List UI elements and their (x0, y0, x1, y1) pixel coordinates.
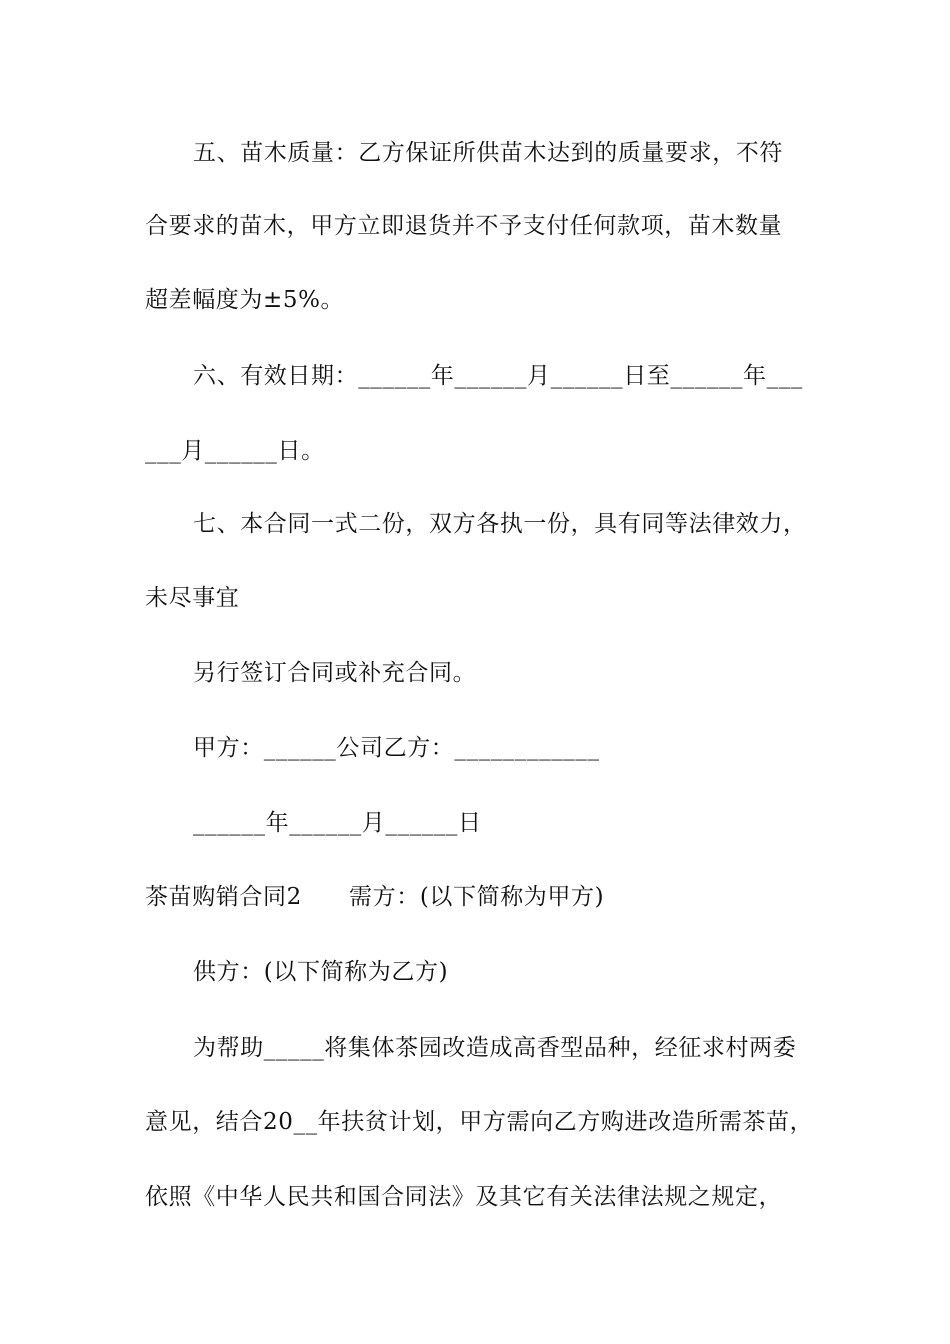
signature-parties: 甲方：______公司乙方：____________ (193, 735, 600, 761)
signature-date: ______年______月______日 (193, 810, 482, 836)
clause-6-line-2: ___月______日。 (145, 438, 325, 464)
clause-6-line-1: 六、有效日期：______年______月______日至______年___ (193, 363, 803, 389)
clause-5-line-3: 超差幅度为±5%。 (145, 287, 345, 313)
supplier-line: 供方：(以下简称为乙方) (193, 959, 449, 985)
clause-5-line-1: 五、苗木质量：乙方保证所供苗木达到的质量要求，不符 (193, 140, 783, 166)
clause-7-line-2: 未尽事宜 (145, 585, 240, 611)
clause-7-line-3: 另行签订合同或补充合同。 (193, 660, 477, 686)
contract-2-heading: 茶苗购销合同2 需方：(以下简称为甲方) (145, 884, 605, 910)
intro-line-2: 意见，结合20__年扶贫计划，甲方需向乙方购进改造所需茶苗， (145, 1109, 814, 1135)
clause-7-line-1: 七、本合同一式二份，双方各执一份，具有同等法律效力， (193, 511, 807, 537)
intro-line-3: 依照《中华人民共和国合同法》及其它有关法律法规之规定， (145, 1184, 783, 1210)
intro-line-1: 为帮助_____将集体茶园改造成高香型品种，经征求村两委 (193, 1035, 797, 1061)
clause-5-line-2: 合要求的苗木，甲方立即退货并不予支付任何款项，苗木数量 (145, 213, 783, 239)
